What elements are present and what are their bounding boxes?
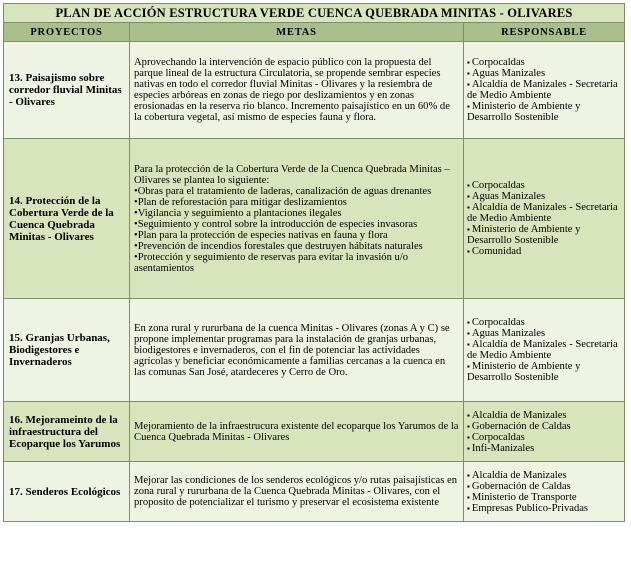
responsible-cell: [464, 462, 625, 522]
goal-bullet: •Prevención de incendios forestales que destruyen hábitats naturales: [134, 240, 423, 252]
table-row: [4, 299, 625, 402]
responsible-item: ▪ Gobernación de Caldas: [467, 481, 621, 492]
goal-bullet: •Plan para la protección de especies nativas en fauna y flora: [134, 229, 388, 241]
responsible-item: ▪ Corpocaldas: [467, 180, 621, 191]
goals-cell: [130, 299, 464, 402]
responsible-item: ▪ Corpocaldas: [467, 57, 621, 68]
project-cell: 13. Paisajismo sobre corredor fluvial Minitas - Olivares: [4, 42, 130, 139]
action-plan-table: [3, 3, 625, 522]
goal-bullet: •Vigilancia y seguimiento a plantaciones ilegales: [134, 207, 342, 219]
goal-text: Mejoramiento de la infraestrucura existente del ecoparque los Yarumos de la Cuenca Quebrada Minitas - Olivares: [134, 420, 459, 443]
responsible-item: ▪ Alcaldía de Manizales: [467, 410, 621, 421]
responsible-item: ▪ Alcaldía de Manizales: [467, 470, 621, 481]
responsible-item: ▪ Gobernación de Caldas: [467, 421, 621, 432]
responsible-cell: [464, 139, 625, 299]
responsible-item: ▪ Alcaldía de Manizales - Secretaria de Medio Ambiente: [467, 202, 621, 224]
project-cell: 15. Granjas Urbanas, Biodigestores e Invernaderos: [4, 299, 130, 402]
responsible-item: ▪ Aguas Manizales: [467, 191, 621, 202]
responsible-cell: [464, 402, 625, 462]
project-cell: 16. Mejorameinto de la infraestructura del Ecoparque los Yarumos: [4, 402, 130, 462]
header-goals: METAS: [130, 23, 464, 42]
goals-cell: [130, 462, 464, 522]
responsible-item: ▪ Alcaldía de Manizales - Secretaria de Medio Ambiente: [467, 79, 621, 101]
goal-bullet: •Obras para el tratamiento de laderas, canalización de aguas drenantes: [134, 185, 432, 197]
header-row: [4, 23, 625, 42]
table-row: [4, 42, 625, 139]
goal-text: Para la protección de la Cobertura Verde de la Cuenca Quebrada Minitas – Olivares se plantea lo siguiente:: [134, 163, 450, 186]
goal-text: Mejorar las condiciones de los senderos ecológicos y/o rutas paisajísticas en zona rural y rururbana de la Cuenca Quebrada Minitas - Olivares, con el proposito de potencializar el turismo y preservar el ecosistema existente: [134, 475, 458, 508]
goals-cell: [130, 139, 464, 299]
responsible-item: ▪ Corpocaldas: [467, 317, 621, 328]
goal-bullet: •Seguimiento y control sobre la introducción de especies invasoras: [134, 218, 418, 230]
goals-cell: [130, 402, 464, 462]
table-title: PLAN DE ACCIÓN ESTRUCTURA VERDE CUENCA QUEBRADA MINITAS - OLIVARES: [4, 4, 625, 23]
table-row: [4, 139, 625, 299]
project-cell: 14. Protección de la Cobertura Verde de la Cuenca Quebrada Minitas - Olivares: [4, 139, 130, 299]
responsible-item: ▪ Infi-Manizales: [467, 443, 621, 454]
goal-text: Aprovechando la intervención de espacio público con la propuesta del parque lineal de la estructura Circulatoria, se propende sembrar especies nativas en todo el corredor fluvial Minitas - Olivares y la resiembra de especies arbóreas en zonas de riego por deslizamientos y en zonas erosionadas en la reserva rio blanco. Incremento paisajístico en un 60% de la cobertura vegetal, así mismo de especies fauna y flora.: [134, 57, 450, 123]
header-responsible: RESPONSABLE: [464, 23, 625, 42]
table-row: [4, 402, 625, 462]
responsible-item: ▪ Corpocaldas: [467, 432, 621, 443]
responsible-item: ▪ Aguas Manizales: [467, 328, 621, 339]
goal-bullet: •Protección y seguimiento de reservas para evitar la invasión u/o asentamientos: [134, 251, 409, 274]
goals-cell: [130, 42, 464, 139]
responsible-cell: [464, 299, 625, 402]
responsible-item: ▪ Ministerio de Ambiente y Desarrollo Sostenible: [467, 361, 621, 383]
responsible-item: ▪ Aguas Manizales: [467, 68, 621, 79]
responsible-item: ▪ Empresas Publico-Privadas: [467, 503, 621, 514]
responsible-item: ▪ Comunidad: [467, 246, 621, 257]
goal-text: En zona rural y rururbana de la cuenca Minitas - Olivares (zonas A y C) se propone implementar programas para la instalación de granjas urbanas, biodigestores e invernaderos, con el fin de potenciar las actividades agrícolas y beneficiar económicamente a familias cercanas a la cuenca en las comunas San José, atardeceres y Cerro de Oro.: [134, 322, 450, 378]
action-plan-table-container: [3, 3, 624, 522]
responsible-item: ▪ Ministerio de Transporte: [467, 492, 621, 503]
responsible-cell: [464, 42, 625, 139]
project-cell: 17. Senderos Ecológicos: [4, 462, 130, 522]
responsible-item: ▪ Ministerio de Ambiente y Desarrollo Sostenible: [467, 101, 621, 123]
goal-bullet: •Plan de reforestación para mitigar deslizamientos: [134, 196, 347, 208]
table-row: [4, 462, 625, 522]
responsible-item: ▪ Alcaldía de Manizales - Secretaria de Medio Ambiente: [467, 339, 621, 361]
responsible-item: ▪ Ministerio de Ambiente y Desarrollo Sostenible: [467, 224, 621, 246]
header-projects: PROYECTOS: [4, 23, 130, 42]
